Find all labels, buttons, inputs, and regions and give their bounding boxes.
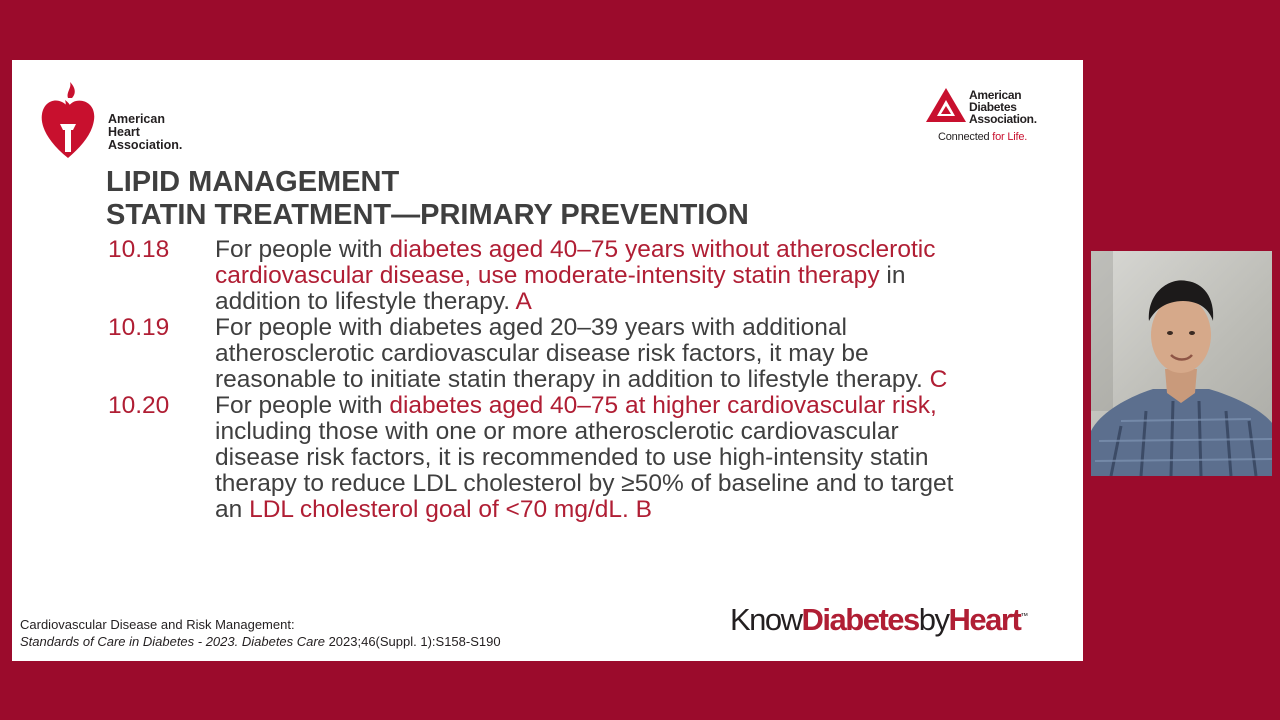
citation-line2 — [20, 633, 501, 650]
presentation-slide — [12, 60, 1083, 661]
citation-italic: Standards of Care in Diabetes - 2023. Diabetes Care — [20, 634, 325, 649]
ada-tag-part2: for Life. — [992, 131, 1028, 143]
evidence-grade: B — [635, 496, 652, 523]
evidence-grade: A — [515, 288, 532, 315]
ada-tagline — [938, 131, 1027, 143]
ada-line2: Diabetes — [969, 100, 1017, 114]
rec-text-segment — [629, 496, 636, 523]
citation — [20, 616, 501, 650]
brand-tm: ™ — [1020, 611, 1029, 621]
aha-line2: Heart — [108, 125, 140, 139]
rec-text-segment: in addition to lifestyle therapy. — [215, 262, 906, 315]
evidence-grade: C — [929, 366, 948, 393]
rec-text-segment: For people with diabetes aged 20–39 years with additional atherosclerotic cardiovascular disease risk factors, it may be reasonable to initiate statin therapy in addition to lifestyle therapy. — [215, 314, 930, 393]
ada-tag-part1: Connected — [938, 131, 993, 143]
rec-text-segment: For people with — [215, 392, 390, 419]
recommendation-text — [215, 393, 975, 523]
ada-wordmark — [969, 89, 1037, 125]
brand-heart: Heart — [948, 602, 1021, 637]
know-diabetes-by-heart-logo — [730, 602, 1028, 638]
rec-text-segment: including those with one or more atherosclerotic cardiovascular disease risk factors, it is recommended to use high-intensity statin therapy to reduce LDL cholesterol by ≥50% of baseline and to target an — [215, 418, 954, 523]
ada-line1: American — [969, 88, 1022, 102]
brand-diabetes: Diabetes — [801, 602, 919, 637]
aha-line3: Association. — [108, 138, 183, 152]
rec-text-segment: For people with — [215, 236, 390, 263]
rec-highlight: diabetes aged 40–75 years without atherosclerotic cardiovascular disease, use moderate-intensity statin therapy — [215, 236, 936, 289]
title-line2: STATIN TREATMENT—PRIMARY PREVENTION — [106, 199, 749, 231]
slide-title — [106, 166, 749, 232]
recommendation-number: 10.20 — [108, 392, 170, 419]
citation-line1: Cardiovascular Disease and Risk Management: — [20, 617, 295, 632]
recommendations-list — [108, 237, 988, 523]
recommendation-item — [108, 393, 988, 523]
recommendation-number: 10.19 — [108, 314, 170, 341]
rec-highlight: LDL cholesterol goal of <70 mg/dL. — [249, 496, 629, 523]
recommendation-item — [108, 237, 988, 315]
recommendation-number: 10.18 — [108, 236, 170, 263]
aha-wordmark — [108, 113, 228, 152]
brand-by: by — [918, 602, 949, 637]
recommendation-text — [215, 237, 975, 315]
aha-line1: American — [108, 112, 165, 126]
recommendation-text — [215, 315, 975, 393]
title-line1: LIPID MANAGEMENT — [106, 166, 400, 198]
brand-know: Know — [730, 602, 802, 637]
ada-line3: Association. — [969, 112, 1037, 126]
recommendation-item — [108, 315, 988, 393]
citation-rest: 2023;46(Suppl. 1):S158-S190 — [324, 634, 501, 649]
speaker-webcam-video — [1091, 251, 1272, 476]
rec-highlight: diabetes aged 40–75 at higher cardiovascular risk, — [389, 392, 937, 419]
speaker-silhouette-icon — [1091, 251, 1272, 476]
